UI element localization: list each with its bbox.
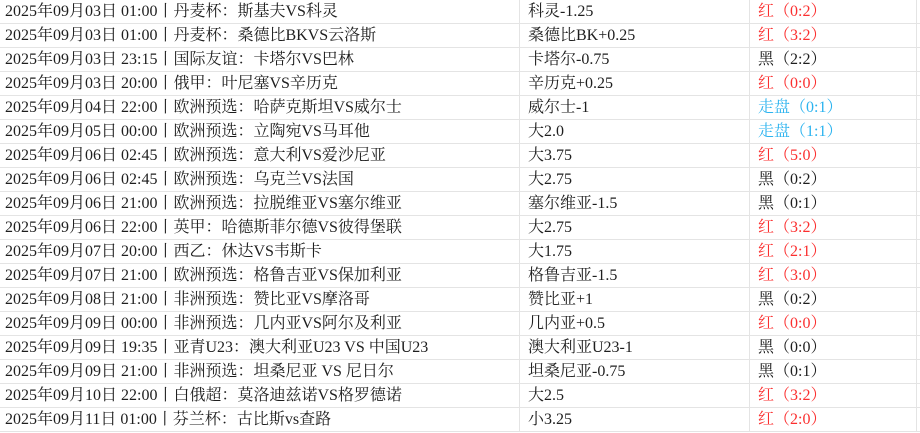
match-info-cell: 2025年09月03日 20:00丨俄甲：叶尼塞VS辛历克 <box>0 72 520 96</box>
match-info-cell: 2025年09月04日 22:00丨欧洲预选：哈萨克斯坦VS威尔士 <box>0 96 520 120</box>
table-row <box>0 24 920 48</box>
handicap-pick-cell: 辛历克+0.25 <box>520 72 750 96</box>
handicap-pick-cell: 塞尔维亚-1.5 <box>520 192 750 216</box>
table-row <box>0 0 920 24</box>
match-info-cell: 2025年09月09日 00:00丨非洲预选：几内亚VS阿尔及利亚 <box>0 312 520 336</box>
result-cell: 红（2:1） <box>750 240 917 264</box>
handicap-pick-cell: 桑德比BK+0.25 <box>520 24 750 48</box>
table-row <box>0 144 920 168</box>
result-cell: 红（3:2） <box>750 24 917 48</box>
table-row <box>0 336 920 360</box>
match-info-cell: 2025年09月07日 21:00丨欧洲预选：格鲁吉亚VS保加利亚 <box>0 264 520 288</box>
match-info-cell: 2025年09月06日 02:45丨欧洲预选：乌克兰VS法国 <box>0 168 520 192</box>
handicap-pick-cell: 坦桑尼亚-0.75 <box>520 360 750 384</box>
match-info-cell: 2025年09月10日 22:00丨白俄超：莫洛迪兹诺VS格罗德诺 <box>0 384 520 408</box>
handicap-pick-cell: 大2.5 <box>520 384 750 408</box>
match-info-cell: 2025年09月08日 21:00丨非洲预选：赞比亚VS摩洛哥 <box>0 288 520 312</box>
handicap-pick-cell: 几内亚+0.5 <box>520 312 750 336</box>
table-row <box>0 48 920 72</box>
result-cell: 红（3:2） <box>750 384 917 408</box>
result-cell: 红（2:0） <box>750 408 917 432</box>
handicap-pick-cell: 威尔士-1 <box>520 96 750 120</box>
result-cell: 走盘（1:1） <box>750 120 917 144</box>
result-cell: 红（0:0） <box>750 72 917 96</box>
result-cell: 红（0:2） <box>750 0 917 24</box>
handicap-pick-cell: 赞比亚+1 <box>520 288 750 312</box>
table-row <box>0 216 920 240</box>
table-row <box>0 96 920 120</box>
result-cell: 黑（0:2） <box>750 288 917 312</box>
match-info-cell: 2025年09月09日 19:35丨亚青U23：澳大利亚U23 VS 中国U23 <box>0 336 520 360</box>
table-row <box>0 168 920 192</box>
handicap-pick-cell: 大2.75 <box>520 216 750 240</box>
table-row <box>0 360 920 384</box>
result-cell: 黑（0:1） <box>750 360 917 384</box>
handicap-pick-cell: 小3.25 <box>520 408 750 432</box>
result-cell: 黑（0:1） <box>750 192 917 216</box>
result-cell: 黑（2:2） <box>750 48 917 72</box>
handicap-pick-cell: 大2.0 <box>520 120 750 144</box>
match-info-cell: 2025年09月05日 00:00丨欧洲预选：立陶宛VS马耳他 <box>0 120 520 144</box>
table-row <box>0 408 920 432</box>
match-info-cell: 2025年09月07日 20:00丨西乙：休达VS韦斯卡 <box>0 240 520 264</box>
handicap-pick-cell: 卡塔尔-0.75 <box>520 48 750 72</box>
match-info-cell: 2025年09月11日 01:00丨芬兰杯：古比斯vs查路 <box>0 408 520 432</box>
result-cell: 黑（0:2） <box>750 168 917 192</box>
handicap-pick-cell: 澳大利亚U23-1 <box>520 336 750 360</box>
handicap-pick-cell: 大3.75 <box>520 144 750 168</box>
handicap-pick-cell: 大2.75 <box>520 168 750 192</box>
table-row <box>0 264 920 288</box>
match-info-cell: 2025年09月06日 22:00丨英甲：哈德斯菲尔德VS彼得堡联 <box>0 216 520 240</box>
result-cell: 黑（0:0） <box>750 336 917 360</box>
table-row <box>0 120 920 144</box>
handicap-pick-cell: 大1.75 <box>520 240 750 264</box>
result-cell: 走盘（0:1） <box>750 96 917 120</box>
handicap-pick-cell: 格鲁吉亚-1.5 <box>520 264 750 288</box>
match-info-cell: 2025年09月09日 21:00丨非洲预选：坦桑尼亚 VS 尼日尔 <box>0 360 520 384</box>
table-row <box>0 72 920 96</box>
handicap-pick-cell: 科灵-1.25 <box>520 0 750 24</box>
table-row <box>0 192 920 216</box>
match-info-cell: 2025年09月06日 21:00丨欧洲预选：拉脱维亚VS塞尔维亚 <box>0 192 520 216</box>
result-cell: 红（5:0） <box>750 144 917 168</box>
match-info-cell: 2025年09月03日 01:00丨丹麦杯：斯基夫VS科灵 <box>0 0 520 24</box>
match-info-cell: 2025年09月03日 01:00丨丹麦杯：桑德比BKVS云洛斯 <box>0 24 520 48</box>
match-info-cell: 2025年09月06日 02:45丨欧洲预选：意大利VS爱沙尼亚 <box>0 144 520 168</box>
table-row <box>0 288 920 312</box>
table-row <box>0 240 920 264</box>
result-cell: 红（0:0） <box>750 312 917 336</box>
table-row <box>0 312 920 336</box>
result-cell: 红（3:2） <box>750 216 917 240</box>
result-cell: 红（3:0） <box>750 264 917 288</box>
match-info-cell: 2025年09月03日 23:15丨国际友谊：卡塔尔VS巴林 <box>0 48 520 72</box>
table-row <box>0 384 920 408</box>
